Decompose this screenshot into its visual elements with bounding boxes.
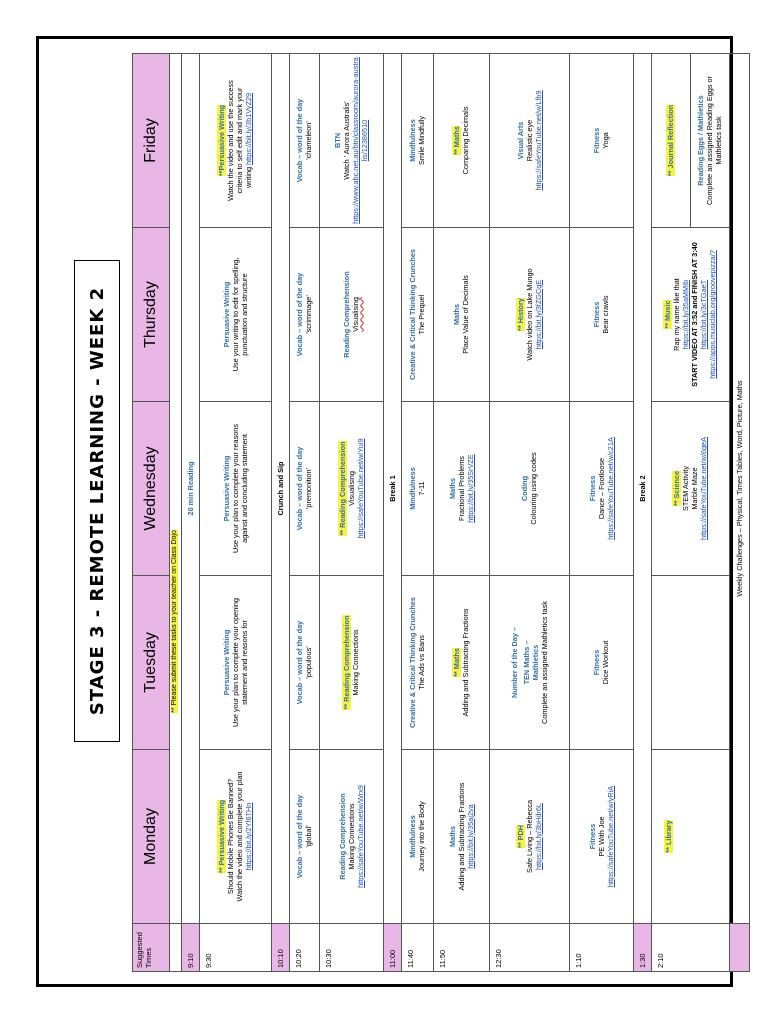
cell-fri-1230: Visual Arts Realistic eye https://safeYouTube.net/w/Lfb9 [489, 54, 569, 228]
times-header: Suggested Times [133, 924, 170, 972]
cell-tue-1030: ** Reading Comprehension Making Connections [319, 576, 383, 750]
page-title: STAGE 3 - REMOTE LEARNING - WEEK 2 [74, 260, 120, 742]
day-header-thursday: Thursday [133, 228, 170, 402]
page-frame [36, 36, 744, 987]
link-thu-210-a[interactable]: https://bit.ly/35aMMIb [681, 279, 691, 350]
link-wed-1030[interactable]: https://safeYouTube.net/w/Yui9 [355, 438, 365, 539]
cell-tue-110: Fitness Dice Workout [569, 576, 633, 750]
cell-wed-1230: Coding Colouring using codes [489, 402, 569, 576]
link-mon-110[interactable]: https://safeYouTube.net/w/yRiA [605, 785, 615, 888]
cell-fri-110: Fitness Yoga [569, 54, 633, 228]
link-thu-210-b[interactable]: https://bit.ly/3cTGaeT [699, 279, 709, 350]
day-header-wednesday: Wednesday [133, 402, 170, 576]
header-row [133, 54, 170, 972]
cell-mon-1020: Vocab – word of the day 'global' [289, 750, 319, 924]
cell-mon-1230: ** PDH Safe Living – Rebecca https://bit.ly/3bHdr6L [489, 750, 569, 924]
cell-thu-1020: Vocab – word of the day 'scrimmage' [289, 228, 319, 402]
cell-tue-1230: Number of the Day – TEN Maths – Mathletics Complete an assigned Mathletics task [489, 576, 569, 750]
cell-thu-1230: ** History Watch video on Lake Mungo https://bit.ly/3fZGCgE [489, 228, 569, 402]
day-header-friday: Friday [133, 54, 170, 228]
link-wed-210[interactable]: https://safeYouTube.net/w/6geA [699, 437, 709, 540]
break1-band: 11:00 Break 1 [383, 54, 401, 972]
day-header-monday: Monday [133, 750, 170, 924]
link-mon-1230[interactable]: https://bit.ly/3bHdr6L [533, 803, 543, 870]
cell-mon-1150: Maths Adding and Subtracting Fractions https://bit.ly/35aj2va [433, 750, 489, 924]
cell-tue-1150: ** Maths Adding and Subtracting Fractions [433, 576, 489, 750]
row-210: 2:10 ** Library ** Science STEM Activity Marble Maze https://safeYouTube.net/w/6geA ** Music Rap my name like that https://bit.ly/35aMMIb START VIDEO AT 3:52 and FINISH AT 3:40 https://bit.ly/3cTGaeT https://apps.musiclab.org/groovepizza/? ** Journal Reflection Reading Eggs / Mathletics Complete an assigned Reading Eggs or Mathletics task [651, 54, 729, 972]
cell-wed-1140: Mindfulness 7-11 [401, 402, 433, 576]
cell-fri-1140: Mindfulness Smile Mindfully [401, 54, 433, 228]
crunch-band: 10:10 Crunch and Sip [271, 54, 289, 972]
cell-thu-210: ** Music Rap my name like that https://bit.ly/35aMMIb START VIDEO AT 3:52 and FINISH AT 3:40 https://bit.ly/3cTGaeT https://apps.musiclab.org/groovepizza/? [651, 228, 729, 402]
row-1030: 10:30 Reading Comprehension Making Connections https://safeYouTube.net/w/Wrx9 ** Reading Comprehension Making Connections ** Reading Comprehension Visualising https://safeYouTube.net/w/Yui9 Reading Comprehension Visualising BTN Watch ' Aurora Australis' https://www.abc.net.au/btn/classroom/aurora-australis/12386510 [319, 54, 383, 972]
cell-wed-1030: ** Reading Comprehension Visualising https://safeYouTube.net/w/Yui9 [319, 402, 383, 576]
reading-band: 9:10 20 min Reading [181, 54, 199, 972]
link-fri-930[interactable]: https://bit.ly/3b1VyZ29 [244, 92, 254, 165]
cell-thu-110: Fitness Bear crawls [569, 228, 633, 402]
cell-fri-930: **Persuasive Writing Watch the video and use the success criteria to self edit and mark your writing https://bit.ly/3b1VyZ29 [199, 54, 271, 228]
cell-wed-930: Persuasive Writing Use your plan to complete your reasons against and concluding statement [199, 402, 271, 576]
cell-fri-1030: BTN Watch ' Aurora Australis' https://www.abc.net.au/btn/classroom/aurora-australis/12386510 [319, 54, 383, 228]
cell-thu-1030: Reading Comprehension Visualising [319, 228, 383, 402]
link-wed-110[interactable]: https://safeYouTube.net/w/c21A [605, 437, 615, 540]
cell-mon-210: ** Library [651, 750, 729, 924]
cell-thu-1140: Creative & Critical Thinking Crunches The Prequel [401, 228, 433, 402]
break2-label: Break 2 [633, 54, 651, 924]
link-fri-1230[interactable]: https://safeYouTube.net/w/Lfb9 [533, 90, 543, 191]
day-header-tuesday: Tuesday [133, 576, 170, 750]
cell-thu-930: Persuasive Writing Use your writing to edit for spelling, punctuation and structure [199, 228, 271, 402]
break1-label: Break 1 [383, 54, 401, 924]
cell-mon-1140: Mindfulness Journey into the Body [401, 750, 433, 924]
link-mon-1030[interactable]: https://safeYouTube.net/w/Wrx9 [355, 785, 365, 888]
link-mon-1150[interactable]: https://bit.ly/35aj2va [465, 804, 475, 869]
cell-thu-1150: Maths Place Value of Decimals [433, 228, 489, 402]
row-1020: 10:20 Vocab – word of the day 'global' Vocab – word of the day 'populous' Vocab – word of the day 'premonition' Vocab – word of the day 'scrimmage' Vocab – word of the day 'chameleon' [289, 54, 319, 972]
break2-band: 1:30 Break 2 [633, 54, 651, 972]
row-930: 9:30 ** Persuasive Writing Should Mobile Phones Be Banned? Watch the video and complete your plan https://bit.ly/2Yf6THn Persuasive Writing Use your plan to complete your opening statement and reasons for Persuasive Writing Use your plan to complete your reasons against and concluding statement Persuasive Writing Use your writing to edit for spelling, punctuation and structure **Persuasive Writing Watch the video and use the success criteria to self edit and mark your writing https://bit.ly/3b1VyZ29 [199, 54, 271, 972]
cell-fri-1020: Vocab – word of the day 'chameleon' [289, 54, 319, 228]
cell-tue-930: Persuasive Writing Use your plan to complete your opening statement and reasons for [199, 576, 271, 750]
link-wed-1150[interactable]: https://bit.ly/35SrVZE [465, 454, 475, 523]
row-1140: 11:40 Mindfulness Journey into the Body Creative & Critical Thinking Crunches The Ads vs Bans Mindfulness 7-11 Creative & Critical Thinking Crunches The Prequel Mindfulness Smile Mindfully [401, 54, 433, 972]
link-mon-930[interactable]: https://bit.ly/2Yf6THn [244, 802, 254, 871]
cell-mon-1030: Reading Comprehension Making Connections https://safeYouTube.net/w/Wrx9 [319, 750, 383, 924]
row-1230: 12:30 ** PDH Safe Living – Rebecca https://bit.ly/3bHdr6L Number of the Day – TEN Maths – Mathletics Complete an assigned Mathletics task Coding Colouring using codes ** History Watch video on Lake Mungo https://bit.ly/3fZGCgE Visual Arts Realistic eye https://safeYouTube.net/w/Lfb9 [489, 54, 569, 972]
submit-row [170, 54, 182, 972]
cell-fri-210: ** Journal Reflection Reading Eggs / Mathletics Complete an assigned Reading Eggs or Mathletics task [651, 54, 729, 228]
footer-row [729, 54, 749, 972]
cell-wed-1150: Maths Fractional Problems https://bit.ly/35SrVZE [433, 402, 489, 576]
cell-tue-1020: Vocab – word of the day 'populous' [289, 576, 319, 750]
cell-mon-930: ** Persuasive Writing Should Mobile Phones Be Banned? Watch the video and complete your plan https://bit.ly/2Yf6THn [199, 750, 271, 924]
link-thu-1230[interactable]: https://bit.ly/3fZGCgE [533, 279, 543, 350]
cell-wed-110: Fitness Dance – Footloose https://safeYouTube.net/w/c21A [569, 402, 633, 576]
cell-tue-210 [651, 576, 729, 750]
submit-note: ** Please submit these tasks to your teacher on Class Dojo [171, 530, 178, 713]
weekly-challenges: Weekly Challenges – Physical, Times Tables, Word, Picture, Maths [729, 54, 749, 924]
cell-wed-210: ** Science STEM Activity Marble Maze https://safeYouTube.net/w/6geA [651, 402, 729, 576]
link-thu-210-c[interactable]: https://apps.musiclab.org/groovepizza/? [708, 250, 718, 379]
reading-label: 20 min Reading [181, 54, 199, 924]
timetable [132, 53, 750, 972]
row-1150: 11:50 Maths Adding and Subtracting Fractions https://bit.ly/35aj2va ** Maths Adding and Subtracting Fractions Maths Fractional Problems https://bit.ly/35SrVZE Maths Place Value of Decimals ** Maths Comparing Decimals [433, 54, 489, 972]
cell-mon-110: Fitness PE With Joe https://safeYouTube.net/w/yRiA [569, 750, 633, 924]
rotated-landscape-page [42, 42, 744, 982]
cell-fri-1150: ** Maths Comparing Decimals [433, 54, 489, 228]
cell-tue-1140: Creative & Critical Thinking Crunches The Ads vs Bans [401, 576, 433, 750]
crunch-label: Crunch and Sip [271, 54, 289, 924]
cell-wed-1020: Vocab – word of the day 'premonition' [289, 402, 319, 576]
link-fri-1030[interactable]: https://www.abc.net.au/btn/classroom/aurora-australis/12386510 [351, 57, 370, 224]
row-110: 1:10 Fitness PE With Joe https://safeYouTube.net/w/yRiA Fitness Dice Workout Fitness Dance – Footloose https://safeYouTube.net/w/c21A Fitness Bear crawls Fitness Yoga [569, 54, 633, 972]
